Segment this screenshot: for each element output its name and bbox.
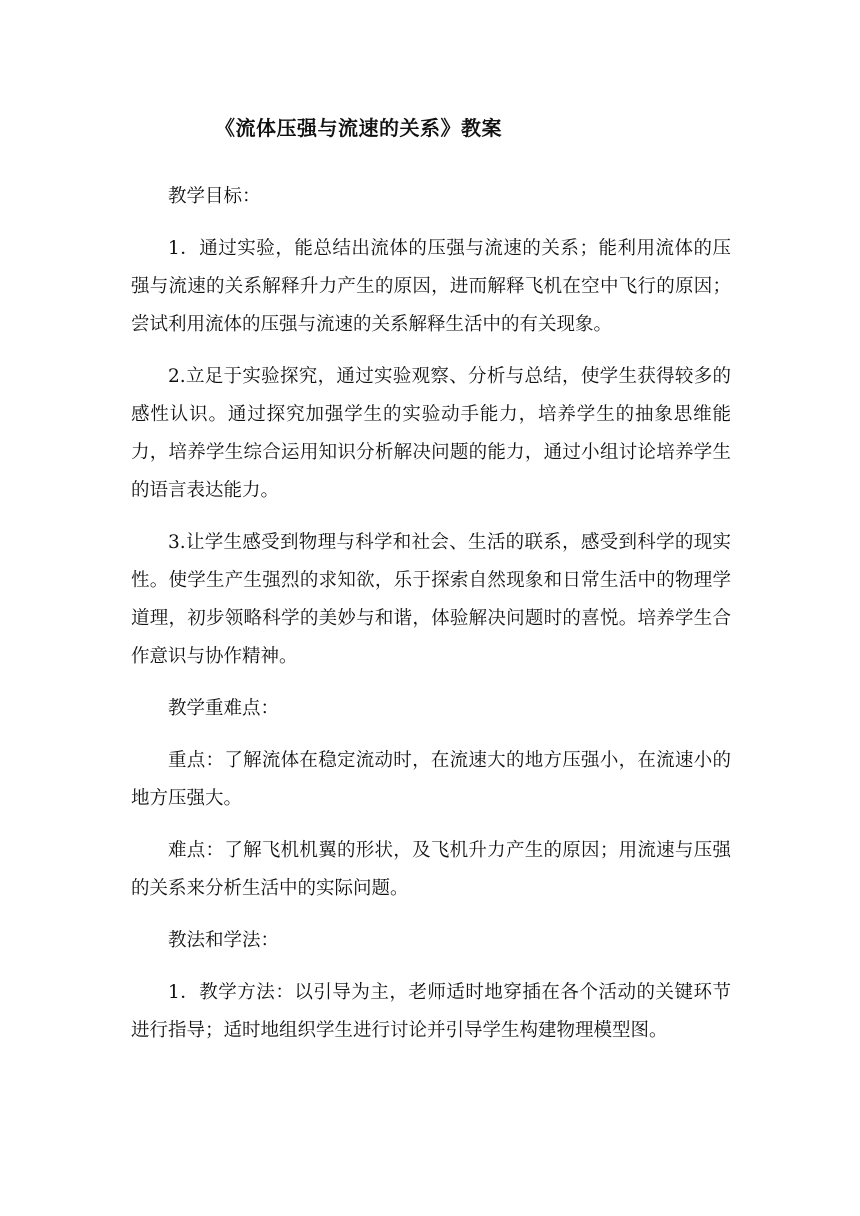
- objective-paragraph-2: 2.立足于实验探究，通过实验观察、分析与总结，使学生获得较多的感性认识。通过探究加强学生的实验动手能力，培养学生的抽象思维能力，培养学生综合运用知识分析解决问题的能力，通过小组讨论培养学生的语言表达能力。: [131, 366, 731, 501]
- section-heading-objectives: 教学目标：: [168, 186, 261, 207]
- method-paragraph-1: 1．教学方法：以引导为主，老师适时地穿插在各个活动的关键环节进行指导；适时地组织学生进行讨论并引导学生构建物理模型图。: [131, 982, 731, 1041]
- section-heading-methods: 教法和学法：: [168, 930, 280, 951]
- objective-paragraph-1: 1．通过实验，能总结出流体的压强与流速的关系；能利用流体的压强与流速的关系解释升力产生的原因，进而解释飞机在空中飞行的原因；尝试利用流体的压强与流速的关系解释生活中的有关现象。: [131, 238, 731, 335]
- document-body: [131, 178, 731, 1064]
- objective-paragraph-3: 3.让学生感受到物理与科学和社会、生活的联系，感受到科学的现实性。使学生产生强烈的求知欲，乐于探索自然现象和日常生活中的物理学道理，初步领略科学的美妙与和谐，体验解决问题时的喜悦。培养学生合作意识与协作精神。: [131, 532, 731, 667]
- section-heading-key-points: 教学重难点：: [168, 698, 280, 719]
- difficult-point-paragraph: 难点：了解飞机机翼的形状，及飞机升力产生的原因；用流速与压强的关系来分析生活中的实际问题。: [131, 840, 731, 899]
- key-point-paragraph: 重点：了解流体在稳定流动时，在流速大的地方压强小，在流速小的地方压强大。: [131, 750, 731, 809]
- document-title: 《流体压强与流速的关系》教案: [215, 116, 502, 140]
